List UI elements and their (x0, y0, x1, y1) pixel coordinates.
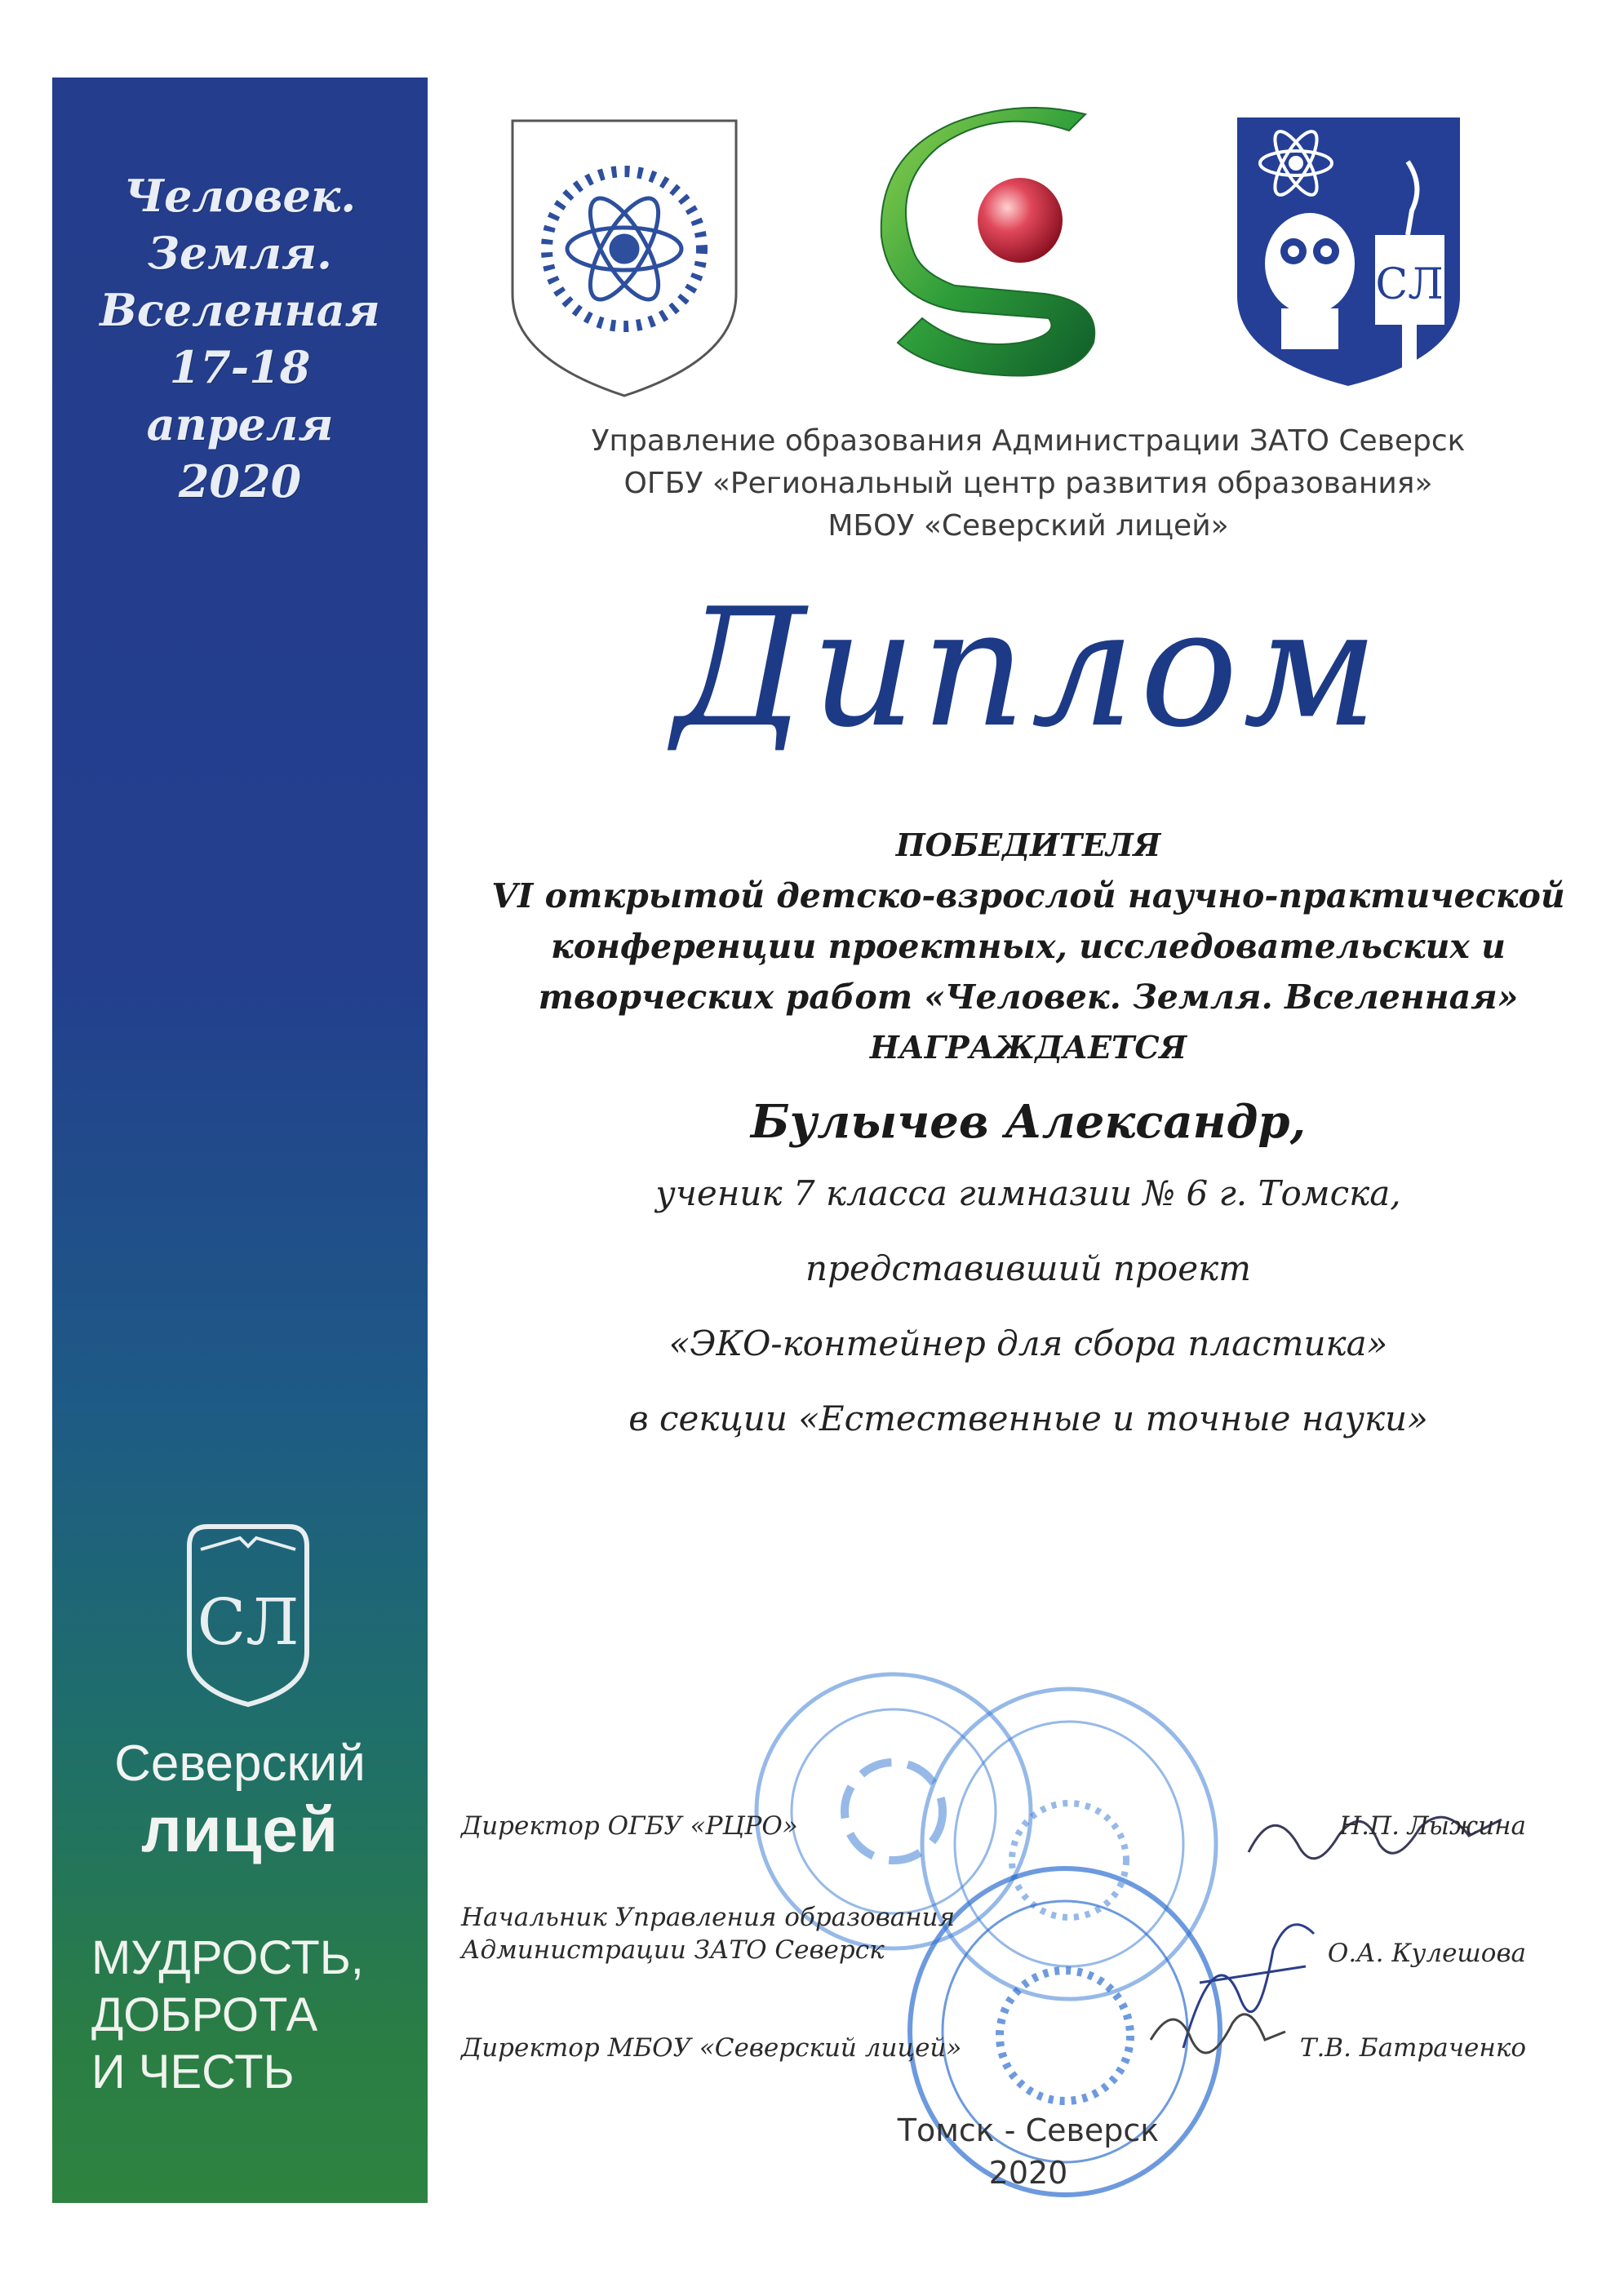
left-banner (52, 78, 428, 2203)
banner-date: 17-18 (169, 341, 311, 393)
signatory-role-2-line1: Начальник Управления образования (461, 1903, 956, 1932)
signatory-role-3: Директор МБОУ «Северский лицей» (461, 2033, 962, 2063)
recipient-name: Булычев Александр, (750, 1095, 1307, 1149)
event-line: конференции проектных, исследовательских и (551, 927, 1506, 966)
awarded-label: НАГРАЖДАЕТСЯ (869, 1029, 1187, 1066)
banner-line: Человек. (123, 170, 357, 222)
banner-line: Вселенная (100, 284, 380, 336)
place: Томск - Северск (897, 2112, 1160, 2148)
section-line: в секции «Естественные и точные науки» (628, 1398, 1428, 1438)
detail-line: представивший проект (805, 1248, 1251, 1288)
organization-line: Управление образования Администрации ЗАТО Северск (591, 424, 1466, 458)
signatory-role-2-line2: Администрации ЗАТО Северск (461, 1935, 885, 1965)
event-line: творческих работ «Человек. Земля. Вселенная» (538, 977, 1519, 1017)
svg-text:СЛ: СЛ (197, 1586, 300, 1660)
place-and-year (457, 2109, 1600, 2194)
conference-heading (52, 167, 428, 510)
lyceum-coat-of-arms-icon (1232, 113, 1465, 390)
signatory-role-1: Директор ОГБУ «РЦРО» (461, 1811, 798, 1841)
motto (91, 1930, 364, 2101)
lyceum-name-line2: лицей (141, 1793, 339, 1865)
signatory-name-1: Н.П. Лыжина (1339, 1811, 1526, 1841)
signatory-name-2: О.А. Кулешова (1327, 1939, 1526, 1968)
motto-line: МУДРОСТЬ, (91, 1931, 364, 1984)
diploma-title: Диплом (673, 574, 1383, 764)
organization-line: ОГБУ «Региональный центр развития образования» (623, 467, 1433, 500)
signatory-name-3: Т.В. Батраченко (1299, 2033, 1526, 2063)
lyceum-name-line1: Северский (114, 1735, 366, 1792)
svg-text:СЛ: СЛ (1375, 260, 1444, 309)
lyceum-emblem-icon (175, 1522, 322, 1709)
banner-month: апреля (146, 398, 334, 450)
rcro-logo-icon (865, 98, 1143, 383)
detail-line: ученик 7 класса гимназии № 6 г. Томска, (655, 1173, 1401, 1213)
winner-label: ПОБЕДИТЕЛЯ (895, 827, 1161, 863)
banner-line: Земля. (148, 227, 332, 279)
project-title: «ЭКО-контейнер для сбора пластика» (668, 1323, 1388, 1363)
motto-line: ДОБРОТА (91, 1988, 318, 2041)
banner-year: 2020 (178, 455, 302, 508)
event-line: VI открытой детско-взрослой научно-практической (491, 876, 1565, 915)
year: 2020 (988, 2155, 1068, 2191)
motto-line: И ЧЕСТЬ (91, 2046, 295, 2099)
seversk-coat-of-arms-icon (506, 114, 743, 400)
organizations (457, 420, 1600, 547)
award-text (441, 820, 1616, 1456)
signature-3-icon (1143, 1991, 1289, 2081)
lyceum-name (52, 1734, 428, 1864)
organization-line: МБОУ «Северский лицей» (828, 509, 1229, 543)
